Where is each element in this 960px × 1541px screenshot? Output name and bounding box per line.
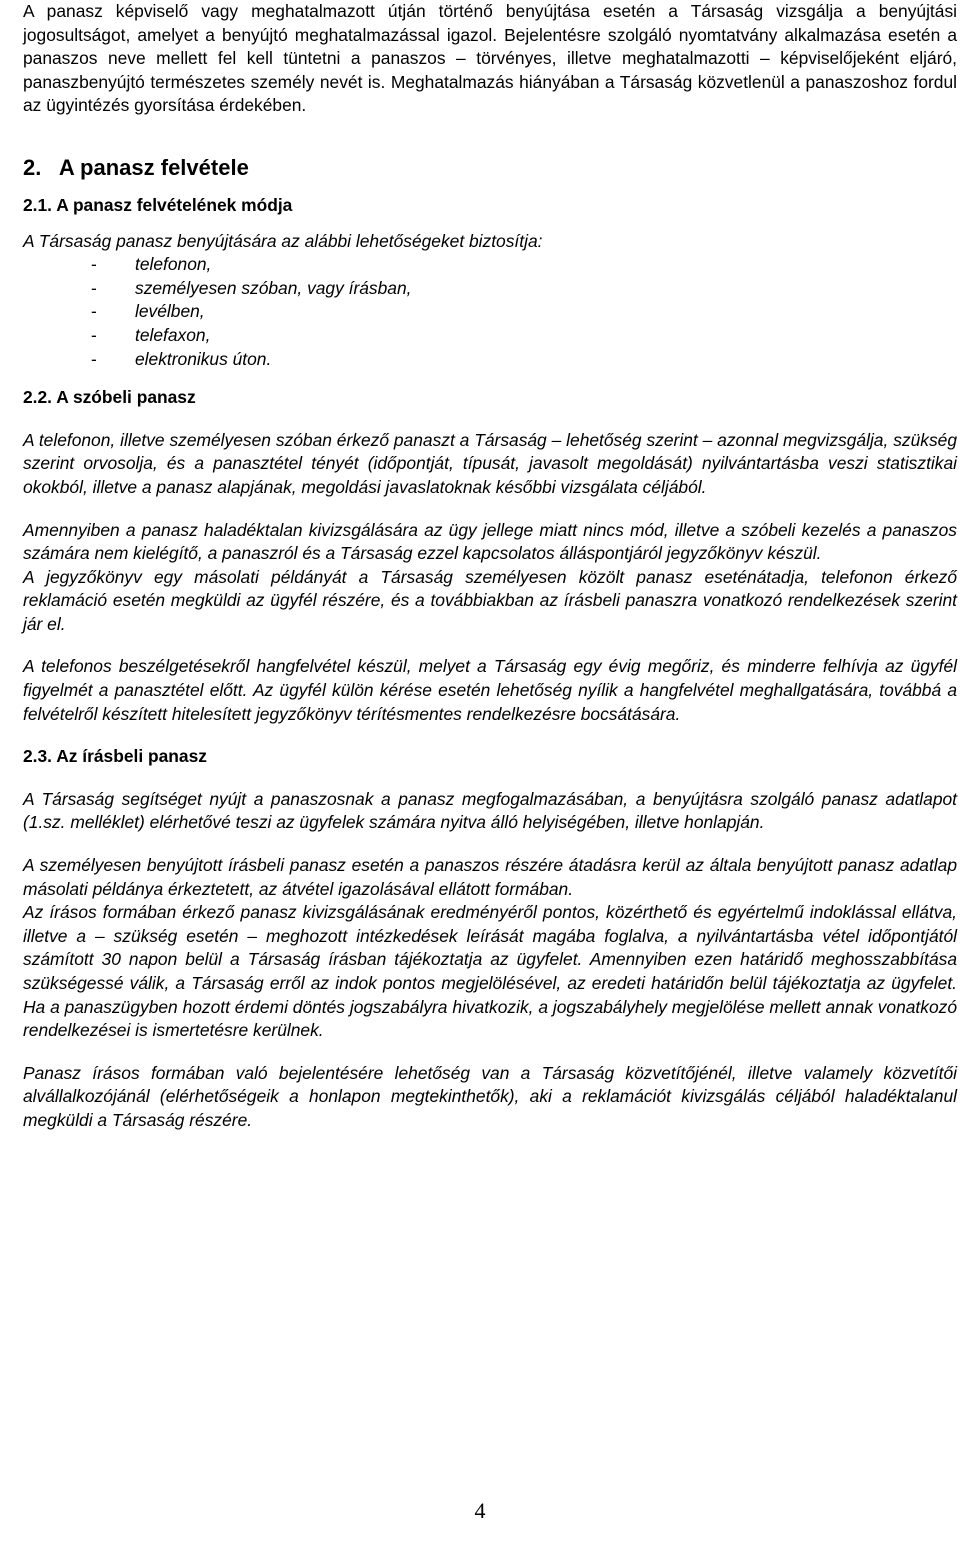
section-2-3-paragraph-1: A Társaság segítséget nyújt a panaszosnak a panasz megfogalmazásában, a benyújtásra szolgáló panasz adatlapot (1.sz. melléklet) elérhetővé teszi az ügyfelek számára nyitva álló helyiségében, illetve honlapján. — [23, 788, 957, 833]
page-number: 4 — [474, 1498, 486, 1523]
section-2-2-paragraph-1: A telefonon, illetve személyesen szóban érkező panaszt a Társaság – lehetőség szerint – azonnal megvizsgálja, szükség szerint orvosolja, és a panasztétel tényét (időpontját, típusát, javasolt megoldását) nyilvántartásba veszi statisztikai okokból, illetve a panasz alapjának, megoldási javaslatoknak későbbi vizsgálata céljából. — [23, 429, 957, 497]
section-2-3-paragraph-4: Panasz írásos formában való bejelentésére lehetőség van a Társaság közvetítőjénél, illetve valamely közvetítői alvállalkozójánál (elérhetőségeik a honlapon megtekinthetők), aki a reklamációt kivizsgálás céljából haladéktalanul megküldi a Társaság részére. — [23, 1062, 957, 1130]
section-2-3-heading: 2.3. Az írásbeli panasz — [23, 746, 207, 767]
submission-methods-list — [23, 253, 957, 371]
section-2-2-paragraph-3: A jegyzőkönyv egy másolati példányát a Társaság személyesen közölt panasz eseténátadja, telefonon érkező reklamáció esetén megküldi az ügyfél részére, és a továbbiakban az írásbeli panaszra vonatkozó rendelkezések szerint jár el. — [23, 566, 957, 634]
section-2-heading: 2. A panasz felvétele — [23, 154, 249, 180]
list-item: - telefonon, — [91, 254, 212, 275]
section-2-3-paragraph-3: Az írásos formában érkező panasz kivizsgálásának eredményéről pontos, közérthető és egyértelmű indoklással ellátva, illetve a – szükség esetén – meghozott intézkedések leírását magába foglalva, a nyilvántartásba vétel időpontjától számított 30 napon belül a Társaság írásban tájékoztatja az ügyfelet. Amennyiben ezen határidő meghosszabbítása szükségessé válik, a Társaság erről az indok pontos megjelölésével, az eredeti határidőn belül tájékoztatja az ügyfelet. Ha a panaszügyben hozott érdemi döntés jogszabályra hivatkozik, a jogszabályhely megjelölése mellett annak vonatkozó rendelkezései is ismertetésre kerülnek. — [23, 902, 957, 1041]
section-2-2-paragraph-2: Amennyiben a panasz haladéktalan kivizsgálására az ügy jellege miatt nincs mód, illetve a szóbeli kezelés a panaszos számára nem kielégítő, a panaszról és a Társaság ezzel kapcsolatos álláspontjáról jegyzőkönyv készül. — [23, 519, 957, 564]
section-2-1-heading: 2.1. A panasz felvételének módja — [23, 194, 293, 215]
section-2-2-paragraph-4: A telefonos beszélgetésekről hangfelvétel készül, melyet a Társaság egy évig megőriz, és minderre felhívja az ügyfél figyelmét a panasztétel előtt. Az ügyfél külön kérése esetén lehetőség nyílik a hangfelvétel meghallgatására, továbbá a felvételről készített hitelesített jegyzőkönyv térítésmentes rendelkezésre bocsátására. — [23, 656, 957, 724]
document-page — [23, 0, 957, 1133]
intro-paragraph: A panasz képviselő vagy meghatalmazott útján történő benyújtása esetén a Társaság vizsgálja a benyújtási jogosultságot, amelyet a benyújtó meghatalmazással igazol. Bejelentésre szolgáló nyomtatvány alkalmazása esetén a panaszos neve mellett fel kell tüntetni a panaszos – törvényes, illetve meghatalmazotti – képviselőjeként eljáró, panaszbenyújtó természetes személy nevét is. Meghatalmazás hiányában a Társaság közvetlenül a panaszoshoz fordul az ügyintézés gyorsítása érdekében. — [23, 1, 957, 116]
section-2-2-heading: 2.2. A szóbeli panasz — [23, 387, 196, 408]
section-2-1-lead: A Társaság panasz benyújtására az alábbi lehetőségeket biztosítja: — [23, 230, 543, 251]
list-item: - levélben, — [91, 301, 205, 322]
list-item: - személyesen szóban, vagy írásban, — [91, 277, 412, 298]
list-item: - elektronikus úton. — [91, 348, 272, 369]
list-item: - telefaxon, — [91, 324, 211, 345]
section-2-3-paragraph-2: A személyesen benyújtott írásbeli panasz esetén a panaszos részére átadásra kerül az általa benyújtott panasz adatlap másolati példánya érkeztetett, az átvétel igazolásával ellátott formában. — [23, 855, 957, 899]
